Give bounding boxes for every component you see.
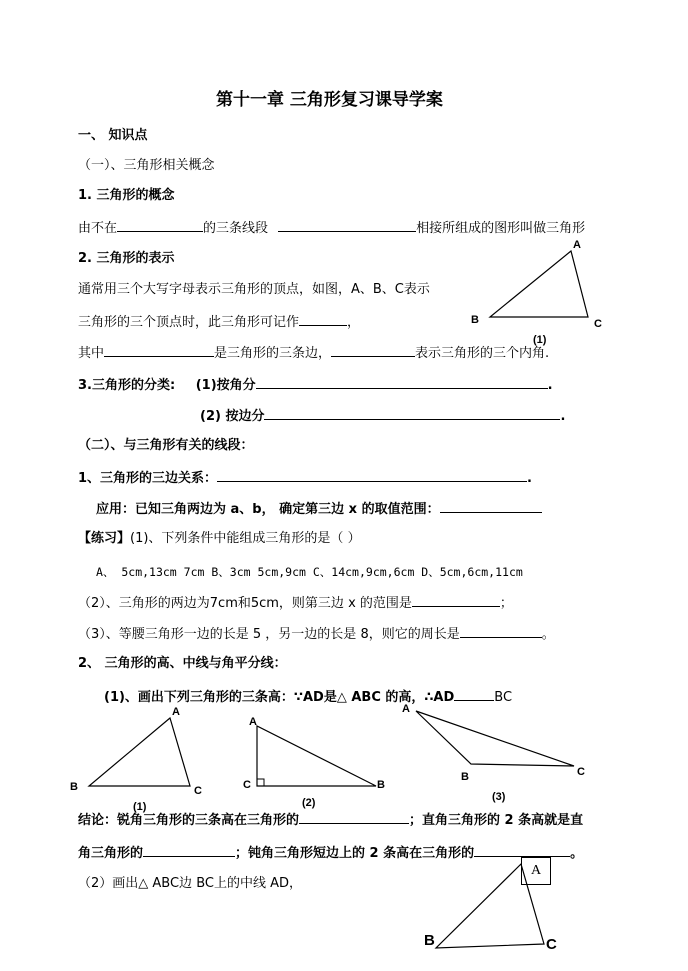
notation-text-3c: 表示三角形的三个内角.	[415, 346, 550, 361]
fig2-vertex-c: C	[243, 779, 251, 791]
conclusion-text-e: 。	[570, 846, 584, 861]
classification-line-2	[200, 407, 565, 425]
conclusion-line-2	[78, 844, 583, 862]
class-by-angle: (1)按角分	[195, 378, 256, 393]
exercise-tag: 【练习】	[78, 531, 131, 546]
blank-acute[interactable]	[299, 811, 409, 824]
heights-question	[104, 688, 512, 706]
blank-exercise-2[interactable]	[412, 594, 500, 607]
subsection-heading-2: （二）、与三角形有关的线段：	[78, 438, 254, 453]
application-line	[96, 500, 542, 518]
blank-relation[interactable]	[454, 688, 494, 701]
fig3-caption: (3)	[492, 791, 506, 803]
notation-text-2b: ，	[347, 315, 361, 330]
conclusion-text-c: 角三角形的	[78, 846, 144, 861]
fig2-vertex-b: B	[377, 779, 385, 791]
subsection-heading-1: （一）、三角形相关概念	[78, 158, 215, 173]
conclusion-line-1	[78, 811, 583, 829]
exercise-1	[78, 531, 361, 547]
fig1-vertex-a: A	[172, 706, 180, 718]
side-relation-line	[78, 469, 532, 487]
class-period-2: .	[560, 409, 566, 424]
top-vertex-b: B	[471, 314, 479, 326]
item-heading-2: 2. 三角形的表示	[78, 251, 175, 266]
class-heading: 3.三角形的分类:	[78, 378, 176, 393]
top-vertex-a: A	[573, 239, 581, 251]
def-text-3: 相接所组成的图形叫做三角形	[416, 221, 586, 236]
exercise-3-end: 。	[541, 627, 555, 642]
exercise-2	[78, 594, 513, 612]
blank-by-angle[interactable]	[256, 376, 548, 389]
blank-by-side[interactable]	[264, 407, 560, 420]
fig1-vertex-c: C	[194, 785, 202, 797]
page-title: 第十一章 三角形复习课导学案	[216, 90, 443, 110]
exercise-3-text: （3）、等腰三角形一边的长是 5 ，另一边的长是 8，则它的周长是	[78, 627, 460, 642]
notation-text-2a: 三角形的三个顶点时，此三角形可记作	[78, 315, 300, 330]
blank-right[interactable]	[143, 844, 235, 857]
blank-exercise-3[interactable]	[460, 625, 542, 638]
blank-side-relation[interactable]	[217, 469, 527, 482]
fig3-vertex-b: B	[461, 771, 469, 783]
fig4-vertex-b: B	[424, 932, 435, 949]
fig1-caption: (1)	[133, 801, 147, 813]
top-figure-caption: (1)	[533, 334, 547, 346]
exercise-3	[78, 625, 555, 643]
exercise-2-end: ；	[499, 596, 513, 611]
def-text-1: 由不在	[78, 221, 118, 236]
item-heading-1: 1. 三角形的概念	[78, 188, 175, 203]
def-text-2: 的三条线段	[203, 221, 269, 236]
top-vertex-c: C	[594, 318, 602, 330]
side-relation-period: .	[527, 471, 532, 486]
notation-text-3b: 是三角形的三条边，	[214, 346, 332, 361]
blank-obtuse[interactable]	[474, 844, 570, 857]
application-text: 应用：已知三角两边为 a、b， 确定第三边 x 的取值范围：	[96, 502, 440, 517]
exercise-1-options: A、 5cm,13cm 7cm B、3cm 5cm,9cm C、14cm,9cm,6cm D、5cm,6cm,11cm	[96, 565, 523, 579]
heights-text: (1)、画出下列三角形的三条高：∵AD是△ ABC 的高，∴AD	[104, 690, 455, 705]
notation-text-3a: 其中	[78, 346, 105, 361]
fig4-vertex-c: C	[546, 936, 557, 953]
notation-line-1: 通常用三个大写字母表示三角形的顶点，如图，A、B、C表示	[78, 282, 430, 297]
fig4-vertex-a-box: A	[521, 857, 551, 885]
classification-line-1	[78, 376, 553, 394]
fig2-vertex-a: A	[249, 716, 257, 728]
median-question: （2）画出△ ABC边 BC上的中线 AD，	[78, 876, 302, 891]
fig1-vertex-b: B	[70, 781, 78, 793]
exercise-2-text: （2）、三角形的两边为7cm和5cm，则第三边 x 的范围是	[78, 596, 412, 611]
item-heading-heights: 2、 三角形的高、中线与角平分线：	[78, 656, 287, 671]
conclusion-text-b: ；直角三角形的 2 条高就是直	[409, 813, 584, 828]
conclusion-text-a: 结论：锐角三角形的三条高在三角形的	[78, 813, 300, 828]
class-period-1: .	[547, 378, 553, 393]
fig2-caption: (2)	[302, 797, 316, 809]
class-by-side: (2) 按边分	[200, 409, 265, 424]
section-heading-1: 一、 知识点	[78, 128, 148, 143]
heights-bc: BC	[494, 690, 513, 705]
conclusion-text-d: ；钝角三角形短边上的 2 条高在三角形的	[235, 846, 475, 861]
fig3-vertex-c: C	[577, 766, 585, 778]
exercise-1-question: (1)、下列条件中能组成三角形的是（ ）	[130, 531, 361, 546]
fig3-vertex-a: A	[402, 703, 410, 715]
blank-range-x[interactable]	[440, 500, 542, 513]
side-relation-label: 1、三角形的三边关系：	[78, 471, 218, 486]
